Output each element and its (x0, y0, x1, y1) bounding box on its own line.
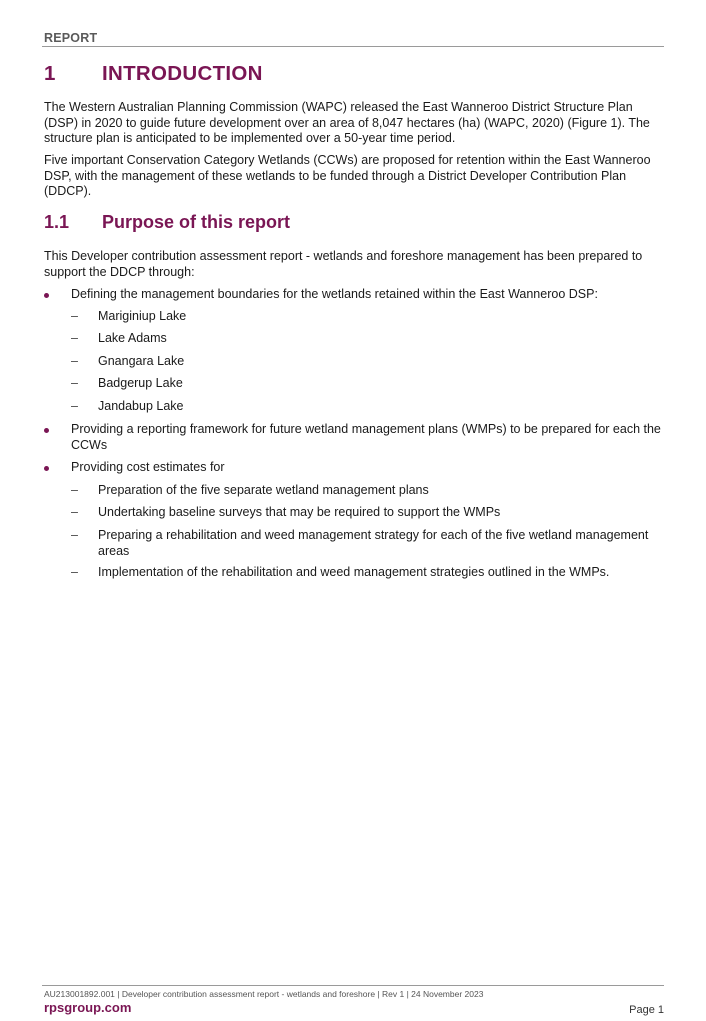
dash-icon: – (71, 376, 78, 390)
dash-icon: – (71, 505, 78, 519)
list-item-sub (71, 565, 664, 581)
section-1-1-number: 1.1 (44, 212, 70, 232)
sub-item-text: Jandabup Lake (98, 399, 184, 413)
sub-item-text: Lake Adams (98, 331, 167, 345)
list-item-sub (71, 399, 664, 415)
bullet-text: Providing cost estimates for (71, 460, 225, 474)
bullet-icon (44, 428, 49, 433)
dash-icon: – (71, 354, 78, 368)
bullet-text: Providing a reporting framework for future wetland management plans (WMPs) to be prepared for each the CCWs (71, 422, 661, 452)
list-item-bullet (44, 422, 664, 453)
dash-icon: – (71, 528, 78, 542)
sub-item-text: Preparation of the five separate wetland management plans (98, 483, 429, 497)
list-item-sub (71, 505, 664, 521)
sub-item-text: Badgerup Lake (98, 376, 183, 390)
footer-page-number: Page 1 (629, 1004, 664, 1016)
list-item-bullet (44, 287, 664, 303)
bullet-icon (44, 293, 49, 298)
intro-paragraph-1: The Western Australian Planning Commission (WAPC) released the East Wanneroo District Structure Plan (DSP) in 2020 to guide future development over an area of 8,047 hectares (ha) (WAPC, 2020) (Figure 1). The structure plan is anticipated to be implemented over a 50-year time period. (44, 100, 650, 145)
dash-icon: – (71, 565, 78, 579)
dash-icon: – (71, 331, 78, 345)
list-item-bullet (44, 460, 664, 476)
list-item-sub (71, 331, 664, 347)
header-divider (42, 46, 664, 47)
list-item-sub (71, 483, 664, 499)
intro-paragraph-2: Five important Conservation Category Wetlands (CCWs) are proposed for retention within the East Wanneroo DSP, with the management of these wetlands to be funded through a District Developer Contribution Plan (DDCP). (44, 153, 651, 198)
dash-icon: – (71, 483, 78, 497)
footer-website-link[interactable]: rpsgroup.com (44, 1000, 132, 1015)
sub-item-text: Mariginiup Lake (98, 309, 187, 323)
header-label: REPORT (44, 31, 98, 45)
dash-icon: – (71, 399, 78, 413)
list-item-sub (71, 309, 664, 325)
list-item-sub (71, 376, 664, 392)
section-1-number: 1 (44, 62, 56, 85)
list-item-sub (71, 528, 664, 559)
sub-item-text: Gnangara Lake (98, 354, 185, 368)
footer-document-info: AU213001892.001 | Developer contribution assessment report - wetlands and foreshore | Rev 1 | 24 November 2023 (44, 989, 484, 999)
section-1-1-heading (44, 212, 290, 233)
sub-item-text: Preparing a rehabilitation and weed management strategy for each of the five wetland management areas (98, 528, 649, 558)
bullet-text: Defining the management boundaries for the wetlands retained within the East Wanneroo DSP: (71, 287, 598, 301)
purpose-intro-paragraph: This Developer contribution assessment report - wetlands and foreshore management has been prepared to support the DDCP through: (44, 249, 643, 279)
sub-item-text: Undertaking baseline surveys that may be required to support the WMPs (98, 505, 501, 519)
section-1-heading (44, 62, 263, 86)
dash-icon: – (71, 309, 78, 323)
list-item-sub (71, 354, 664, 370)
section-1-title: INTRODUCTION (102, 62, 263, 85)
bullet-icon (44, 466, 49, 471)
footer-divider (42, 985, 664, 986)
sub-item-text: Implementation of the rehabilitation and weed management strategies outlined in the WMPs. (98, 565, 610, 579)
section-1-1-title: Purpose of this report (102, 212, 291, 232)
